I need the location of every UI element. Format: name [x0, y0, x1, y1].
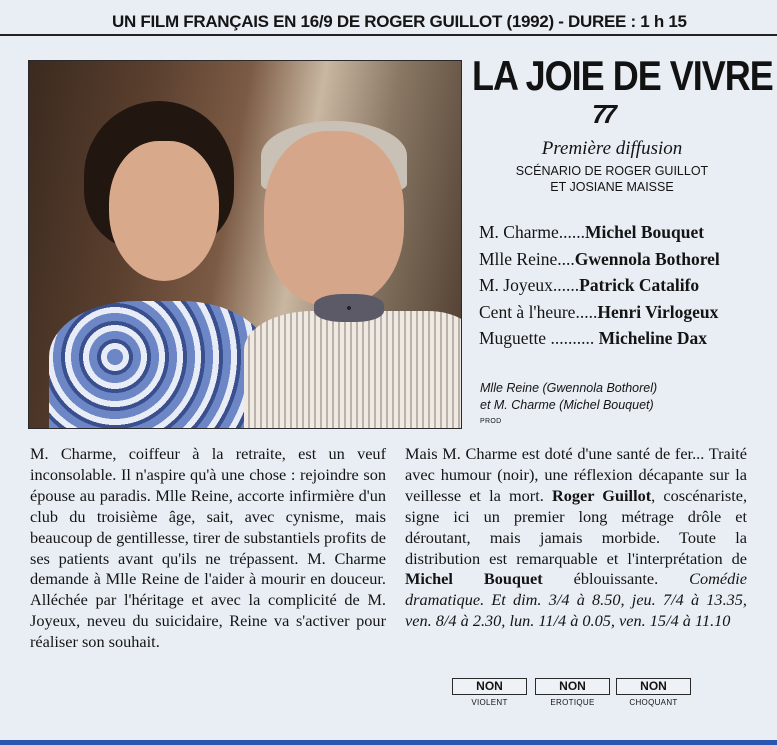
rating-icon: 77	[592, 99, 613, 129]
header-bar	[0, 8, 777, 36]
content-warnings	[452, 678, 742, 718]
cast-row: Muguette .......... Micheline Dax	[479, 328, 707, 348]
cast-row: M. Charme......Michel Bouquet	[479, 222, 705, 242]
film-title: LA JOIE DE VIVRE	[472, 52, 773, 100]
photo-caption: Mlle Reine (Gwennola Bothorel) et M. Charme (Michel Bouquet)	[480, 381, 658, 412]
cast-row: Cent à l'heure.....Henri Virlogeux	[479, 301, 719, 322]
broadcast-schedule: Comédie dramatique. Et dim. 3/4 à 8.50, jeu. 7/4 à 13.35, ven. 8/4 à 2.30, lun. 11/4 à 0.05, ven. 15/4 à 11.10	[405, 569, 747, 631]
film-still-photo	[28, 60, 462, 429]
cast-list	[479, 222, 759, 355]
cast-row: Mlle Reine....Gwennola Bothorel	[479, 248, 720, 269]
photo-credit: PROD	[480, 418, 502, 425]
scenario-credit: SCÉNARIO DE ROGER GUILLOT ET JOSIANE MAISSE	[515, 164, 709, 194]
page-edge	[0, 740, 777, 745]
synopsis-column-right: Mais M. Charme est doté d'une santé de fer... Traité avec humour (noir), une réflexion décapante sur la veillesse et la mort. Roger Guillot, coscénariste, signe ici un premier long métrage drôle et déroutant, mais jamais morbide. Toute la distribution est remarquable et l'interprétation de Michel Bouquet éblouissante. Comédie dramatique. Et dim. 3/4 à 8.50, jeu. 7/4 à 13.35, ven. 8/4 à 2.30, lun. 11/4 à 0.05, ven. 15/4 à 11.10	[405, 444, 748, 631]
erotic-badge: NON EROTIQUE	[535, 678, 610, 707]
cast-row: M. Joyeux......Patrick Catalifo	[479, 275, 700, 295]
shocking-badge: NON CHOQUANT	[616, 678, 691, 707]
broadcast-note: Première diffusion	[541, 138, 683, 159]
film-info-header: UN FILM FRANÇAIS EN 16/9 DE ROGER GUILLOT (1992) - DUREE : 1 h 15	[112, 12, 687, 31]
violence-badge: NON VIOLENT	[452, 678, 527, 707]
synopsis-column-left: M. Charme, coiffeur à la retraite, est un veuf inconsolable. Il n'aspire qu'à une chose : rejoindre son épouse au paradis. Mlle Reine, accorte infirmière d'un club du troisième âge, sait, avec cynisme, mais beaucoup de gentillesse, tirer de substantiels profits de ses patients avant qu'ils ne trépassent. M. Charme demande à Mlle Reine de l'aider à mourir en douceur. Alléchée par l'héritage et avec la complicité de M. Joyeux, neveu du suicidaire, Reine va s'activer pour réaliser son souhait.	[30, 444, 386, 652]
